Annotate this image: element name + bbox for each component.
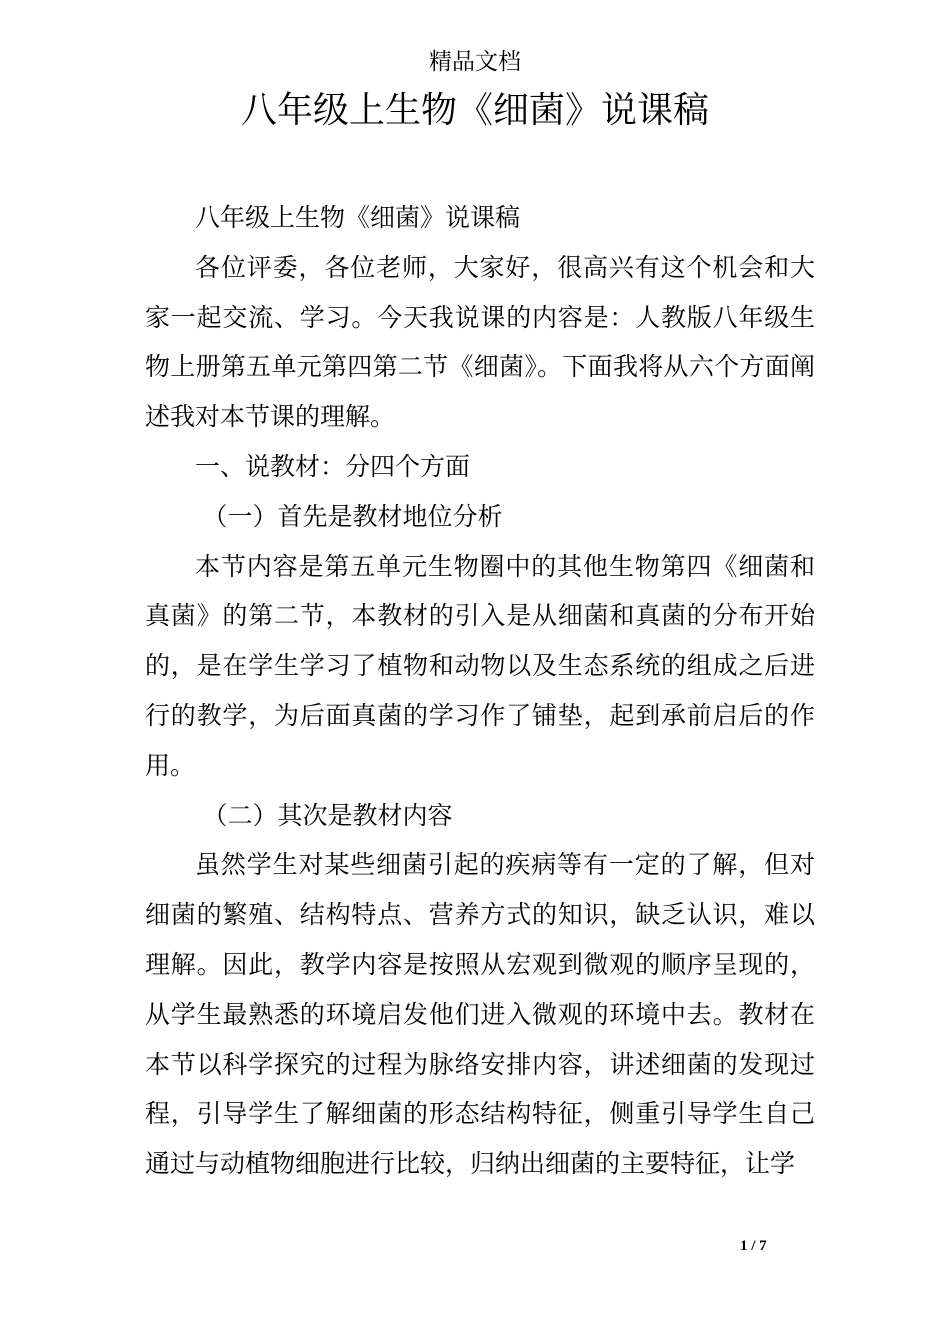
paragraph-subtitle: 八年级上生物《细菌》说课稿 [195,203,521,232]
header-label: 精品文档 [429,49,521,75]
paragraph-greeting: 各位评委，各位老师，大家好，很高兴有这个机会和大家一起交流、学习。今天我说课的内容是：人教版八年级生物上册第五单元第四第二节《细菌》。下面我将从六个方面阐述我对本节课的理解。 [145,252,815,432]
subsection-heading: （二）其次是教材内容 [202,800,453,830]
document-body [145,193,815,1189]
paragraph-textbook-position: 本节内容是第五单元生物圈中的其他生物第四《细菌和真菌》的第二节，本教材的引入是从细菌和真菌的分布开始的，是在学生学习了植物和动物以及生态系统的组成之后进行的教学，为后面真菌的学习作了铺垫，起到承前启后的作用。 [145,551,815,780]
section-heading: 一、说教材：分四个方面 [195,451,471,481]
document-title: 八年级上生物《细菌》说课稿 [240,90,709,131]
paragraph-textbook-content: 虽然学生对某些细菌引起的疾病等有一定的了解，但对细菌的繁殖、结构特点、营养方式的知识，缺乏认识，难以理解。因此，教学内容是按照从宏观到微观的顺序呈现的，从学生最熟悉的环境启发他们进入微观的环境中去。教材在本节以科学探究的过程为脉络安排内容，讲述细菌的发现过程，引导学生了解细菌的形态结构特征，侧重引导学生自己通过与动植物细胞进行比较，归纳出细菌的主要特征，让学 [145,850,815,1179]
subsection-heading: （一）首先是教材地位分析 [202,501,503,531]
page-number: 1 / 7 [740,1238,767,1254]
